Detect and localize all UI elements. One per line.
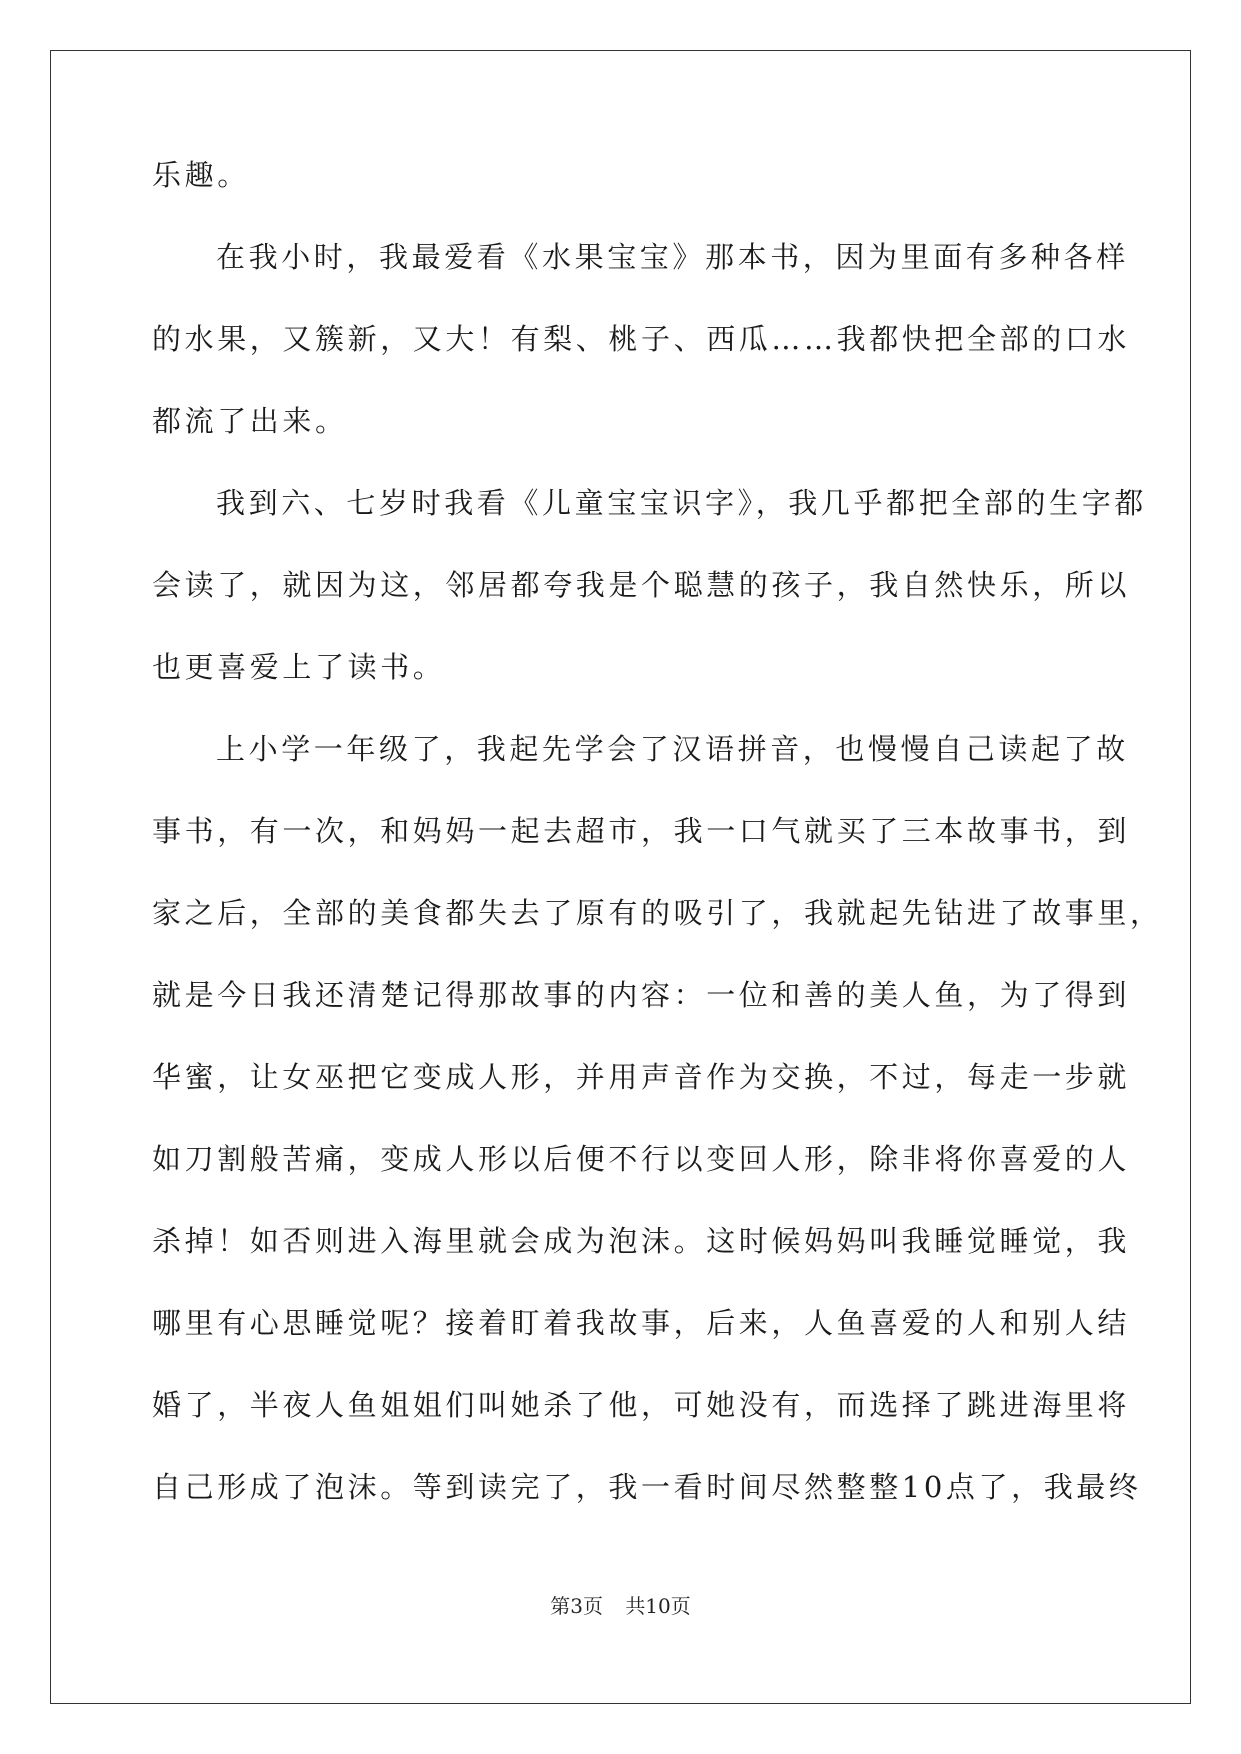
text-line: 的水果，又簇新，又大！有梨、桃子、西瓜……我都快把全部的口水 (152, 322, 1131, 356)
text-line: 华蜜，让女巫把它变成人形，并用声音作为交换，不过，每走一步就 (152, 1060, 1131, 1094)
text-line: 都流了出来。 (152, 404, 348, 438)
text-line: 上小学一年级了，我起先学会了汉语拼音，也慢慢自己读起了故 (216, 732, 1129, 766)
text-line: 我到六、七岁时我看《儿童宝宝识字》，我几乎都把全部的生字都 (216, 486, 1147, 520)
text-line: 家之后，全部的美食都失去了原有的吸引了，我就起先钻进了故事里， (152, 896, 1163, 930)
text-line: 杀掉！如否则进入海里就会成为泡沫。这时候妈妈叫我睡觉睡觉，我 (152, 1224, 1131, 1258)
text-line: 就是今日我还清楚记得那故事的内容：一位和善的美人鱼，为了得到 (152, 978, 1131, 1012)
page-footer (0, 1590, 1241, 1619)
text-line: 也更喜爱上了读书。 (152, 650, 446, 684)
text-line: 会读了，就因为这，邻居都夸我是个聪慧的孩子，我自然快乐，所以 (152, 568, 1131, 602)
text-line: 婚了，半夜人鱼姐姐们叫她杀了他，可她没有，而选择了跳进海里将 (152, 1388, 1131, 1422)
text-line: 哪里有心思睡觉呢？接着盯着我故事，后来，人鱼喜爱的人和别人结 (152, 1306, 1131, 1340)
text-line: 在我小时，我最爱看《水果宝宝》那本书，因为里面有多种各样 (216, 240, 1129, 274)
text-line: 乐趣。 (152, 158, 250, 192)
text-line: 自己形成了泡沫。等到读完了，我一看时间尽然整整10点了，我最终 (152, 1470, 1142, 1504)
page-number: 第3页 (550, 1594, 603, 1618)
page-total: 共10页 (625, 1594, 691, 1618)
text-line: 事书，有一次，和妈妈一起去超市，我一口气就买了三本故事书，到 (152, 814, 1131, 848)
document-body (152, 158, 1163, 1554)
text-line: 如刀割般苦痛，变成人形以后便不行以变回人形，除非将你喜爱的人 (152, 1142, 1131, 1176)
